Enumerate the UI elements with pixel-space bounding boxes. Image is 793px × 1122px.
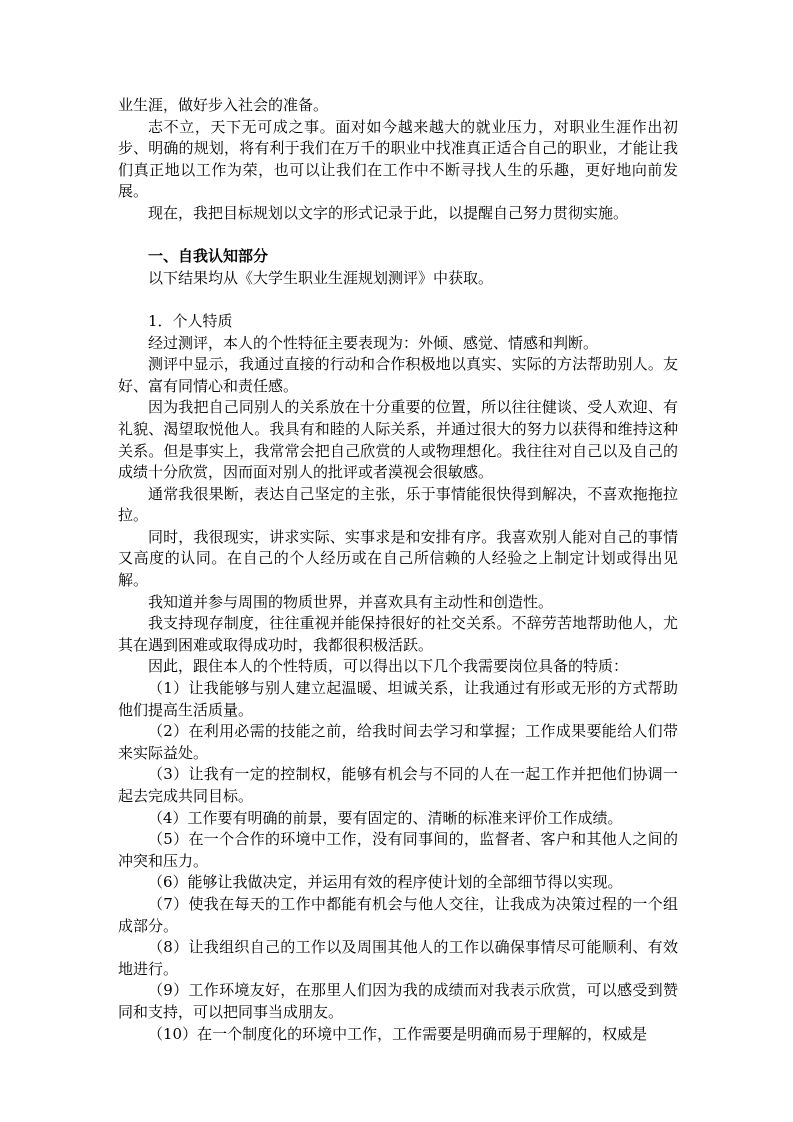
list-item: （3）让我有一定的控制权，能够有机会与不同的人在一起工作并把他们协调一起去完成共同目标。 (118, 765, 678, 805)
section-note: 以下结果均从《大学生职业生涯规划测评》中获取。 (148, 268, 494, 287)
subsection-heading: 1．个人特质 (148, 311, 233, 330)
list-item: （5）在一个合作的环境中工作，没有同事间的，监督者、客户和其他人之间的冲突和压力。 (118, 830, 678, 870)
list-item: （2）在利用必需的技能之前，给我时间去学习和掌握；工作成果要能给人们带来实际益处。 (118, 722, 678, 762)
body-paragraph: 同时，我很现实，讲求实际、实事求是和安排有序。我喜欢别人能对自己的事情又高度的认同。在自己的个人经历或在自己所信赖的人经验之上制定计划或得出见解。 (118, 527, 678, 590)
body-paragraph: 我知道并参与周围的物质世界，并喜欢具有主动性和创造性。 (148, 592, 554, 611)
list-item: （1）让我能够与别人建立起温暖、坦诚关系，让我通过有形或无形的方式帮助他们提高生活质量。 (118, 679, 678, 719)
intro-paragraph-2: 现在，我把目标规划以文字的形式记录于此，以提醒自己努力贯彻实施。 (148, 203, 629, 222)
intro-paragraph-0: 业生涯，做好步入社会的准备。 (118, 96, 329, 114)
list-item: （7）使我在每天的工作中都能有机会与他人交往，让我成为决策过程的一个组成部分。 (118, 894, 678, 935)
spacer (118, 225, 678, 247)
section-heading: 一、自我认知部分 (148, 247, 269, 266)
body-paragraph: 测评中显示，我通过直接的行动和合作积极地以真实、实际的方法帮助别人。友好、富有同情心和责任感。 (118, 355, 678, 395)
list-item: （4）工作要有明确的前景，要有固定的、清晰的标准来评价工作成绩。 (148, 808, 623, 827)
document-body (118, 95, 678, 1045)
list-item: （10）在一个制度化的环境中工作，工作需要是明确而易于理解的，权威是 (148, 1024, 648, 1043)
body-paragraph: 经过测评，本人的个性特征主要表现为：外倾、感觉、情感和判断。 (148, 333, 599, 352)
list-item: （8）让我组织自己的工作以及周围其他人的工作以确保事情尽可能顺利、有效地进行。 (118, 938, 678, 978)
list-item: （9）工作环境友好，在那里人们因为我的成绩而对我表示欣赏，可以感受到赞同和支持，可以把同事当成朋友。 (118, 981, 678, 1021)
body-paragraph: 因为我把自己同别人的关系放在十分重要的位置，所以往往健谈、受人欢迎、有礼貌、渴望取悦他人。我具有和睦的人际关系，并通过很大的努力以获得和维持这种关系。但是事实上，我常常会把自己欣赏的人或物理想化。我往往对自己以及自己的成绩十分欣赏，因而面对别人的批评或者漠视会很敏感。 (118, 398, 678, 482)
intro-paragraph-1: 志不立，天下无可成之事。面对如今越来越大的就业压力，对职业生涯作出初步、明确的规划，将有利于我们在万千的职业中找准真正适合自己的职业，才能让我们真正地以工作为荣，也可以让我们在工作中不断寻找人生的乐趣，更好地向前发展。 (118, 117, 678, 201)
body-paragraph: 因此，跟住本人的个性特质，可以得出以下几个我需要岗位具备的特质： (148, 657, 629, 676)
list-item: （6）能够让我做决定，并运用有效的程序使计划的全部细节得以实现。 (148, 873, 623, 892)
body-paragraph: 通常我很果断，表达自己坚定的主张，乐于事情能很快得到解决，不喜欢拖拖拉拉。 (118, 484, 678, 525)
body-paragraph: 我支持现存制度，往往重视并能保持很好的社交关系。不辞劳苦地帮助他人，尤其在遇到困难或取得成功时，我都很积极活跃。 (118, 614, 678, 654)
spacer (118, 289, 678, 311)
